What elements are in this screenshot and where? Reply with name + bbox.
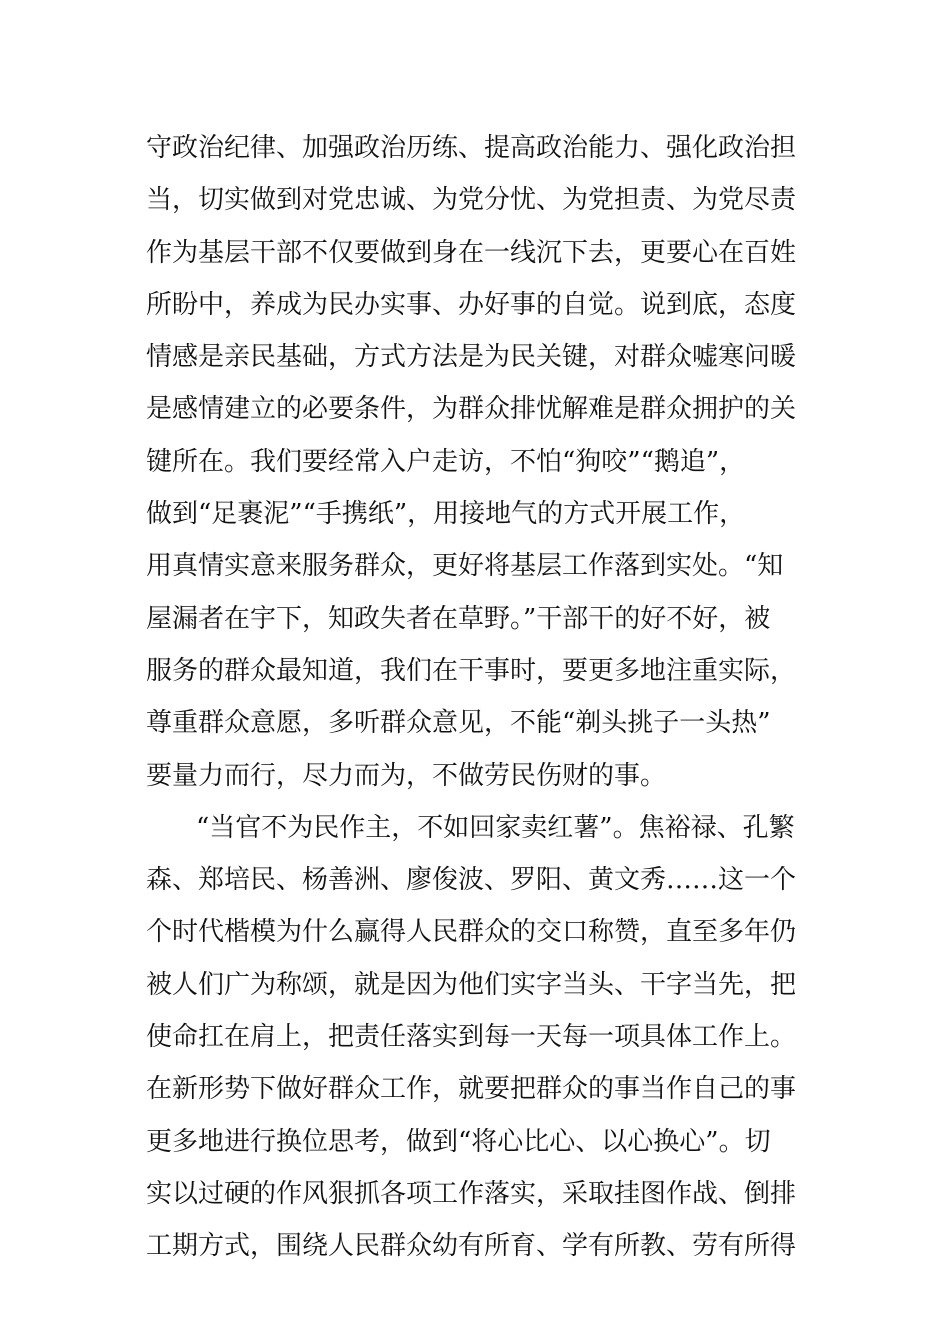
text-line: 键所在。我们要经常入户走访，不怕“狗咬”“鹅追”， (146, 446, 746, 477)
text-line: “当官不为民作主，不如回家卖红薯”。焦裕禄、孔繁 (196, 812, 795, 843)
text-line: 个时代楷模为什么赢得人民群众的交口称赞，直至多年仍 (146, 917, 797, 948)
text-line: 是感情建立的必要条件，为群众排忧解难是群众拥护的关 (146, 394, 797, 425)
text-line: 服务的群众最知道，我们在干事时，要更多地注重实际， (146, 655, 797, 686)
text-line: 要量力而行，尽力而为，不做劳民伤财的事。 (146, 760, 667, 791)
text-line: 更多地进行换位思考，做到“将心比心、以心换心”。切 (146, 1126, 771, 1157)
text-line: 森、郑培民、杨善洲、廖俊波、罗阳、黄文秀……这一个 (146, 865, 797, 896)
text-line: 做到“足裹泥”“手携纸”，用接地气的方式开展工作， (146, 499, 746, 530)
body-text (146, 122, 826, 1273)
text-line: 被人们广为称颂，就是因为他们实字当头、干字当先，把 (146, 969, 797, 1000)
text-line: 实以过硬的作风狠抓各项工作落实，采取挂图作战、倒排 (146, 1178, 797, 1209)
text-line: 守政治纪律、加强政治历练、提高政治能力、强化政治担 (146, 133, 797, 163)
text-line: 当，切实做到对党忠诚、为党分忧、为党担责、为党尽责 (146, 185, 797, 216)
text-line: 使命扛在肩上，把责任落实到每一天每一项具体工作上。 (146, 1022, 797, 1053)
text-line: 尊重群众意愿，多听群众意见，不能“剃头挑子一头热” (146, 708, 771, 739)
text-line: 作为基层干部不仅要做到身在一线沉下去，更要心在百姓 (146, 237, 797, 268)
text-line: 在新形势下做好群众工作，就要把群众的事当作自己的事 (146, 1074, 797, 1105)
text-line: 用真情实意来服务群众，更好将基层工作落到实处。“知 (146, 551, 784, 582)
text-line: 屋漏者在宇下，知政失者在草野。”干部干的好不好，被 (146, 603, 771, 634)
text-line: 情感是亲民基础，方式方法是为民关键，对群众嘘寒问暖 (146, 342, 797, 373)
text-line: 所盼中，养成为民办实事、办好事的自觉。说到底，态度 (146, 289, 797, 320)
text-line: 工期方式，围绕人民群众幼有所育、学有所教、劳有所得 (146, 1231, 797, 1262)
